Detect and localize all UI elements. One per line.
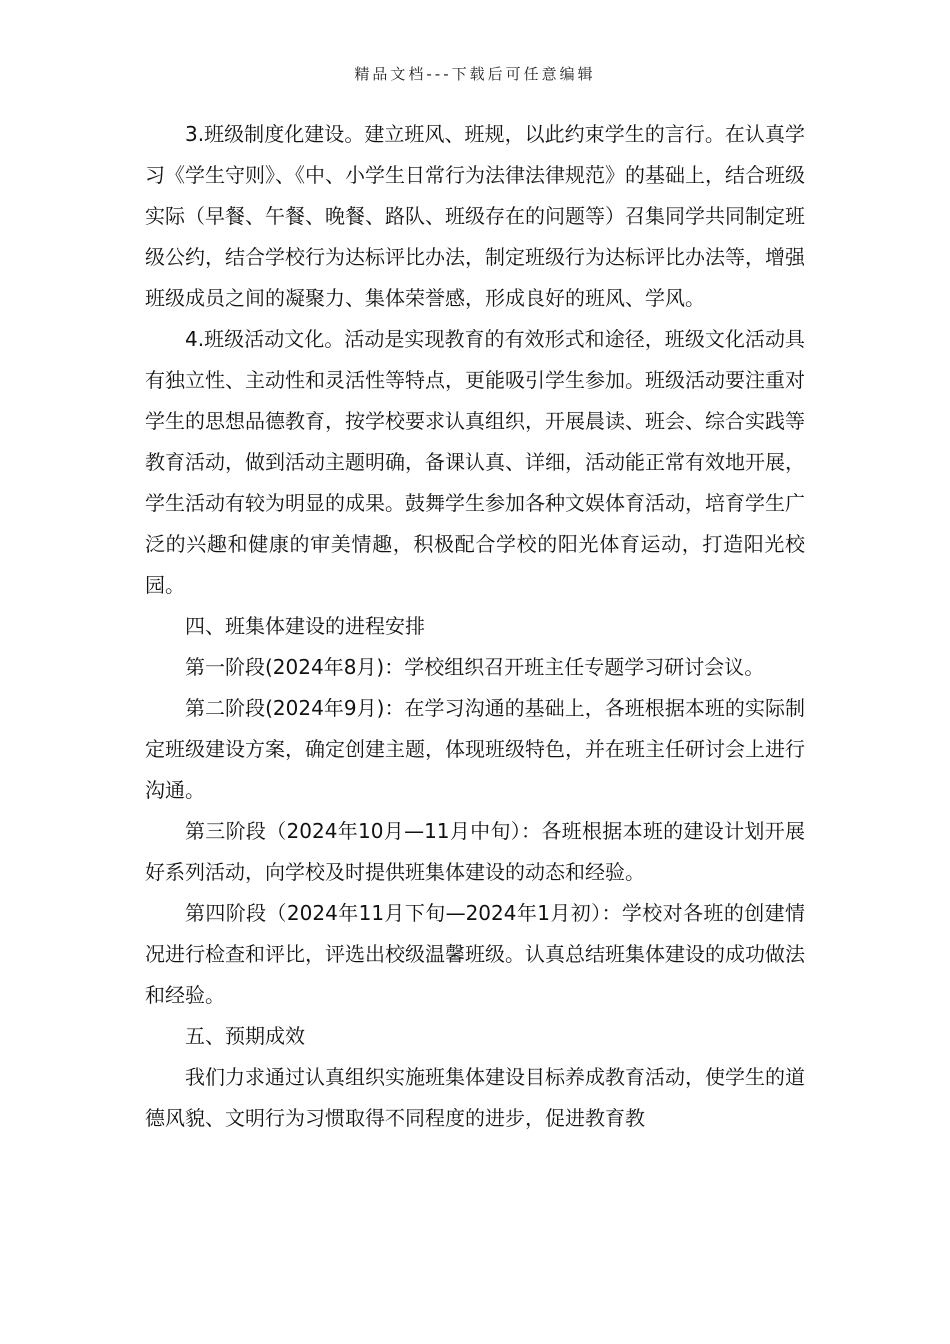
paragraph-stage-3: 第三阶段（2024年10月—11月中旬）：各班根据本班的建设计划开展好系列活动，向学校及时提供班集体建设的动态和经验。 [145,819,805,884]
paragraph-expected-results: 我们力求通过认真组织实施班集体建设目标养成教育活动，使学生的道德风貌、文明行为习惯取得不同程度的进步，促进教育教 [145,1065,805,1130]
paragraph-stage-1: 第一阶段(2024年8月)：学校组织召开班主任专题学习研讨会议。 [185,655,765,679]
section-heading-expected-results: 五、预期成效 [185,1024,305,1048]
document-body [145,114,805,1139]
section-heading-schedule: 四、班集体建设的进程安排 [185,614,425,638]
paragraph-stage-2: 第二阶段(2024年9月)：在学习沟通的基础上，各班根据本班的实际制定班级建设方案，确定创建主题，体现班级特色，并在班主任研讨会上进行沟通。 [145,696,805,802]
page-header: 精品文档---下载后可任意编辑 [354,65,596,83]
paragraph-class-system: 3.班级制度化建设。建立班风、班规，以此约束学生的言行。在认真学习《学生守则》、《中、小学生日常行为法律法律规范》的基础上，结合班级实际（早餐、午餐、晚餐、路队、班级存在的问题等）召集同学共同制定班级公约，结合学校行为达标评比办法，制定班级行为达标评比办法等，增强班级成员之间的凝聚力、集体荣誉感，形成良好的班风、学风。 [145,122,805,310]
paragraph-stage-4: 第四阶段（2024年11月下旬—2024年1月初）：学校对各班的创建情况进行检查和评比，评选出校级温馨班级。认真总结班集体建设的成功做法和经验。 [145,901,805,1007]
paragraph-class-activity: 4.班级活动文化。活动是实现教育的有效形式和途径，班级文化活动具有独立性、主动性和灵活性等特点，更能吸引学生参加。班级活动要注重对学生的思想品德教育，按学校要求认真组织，开展晨读、班会、综合实践等教育活动，做到活动主题明确，备课认真、详细，活动能正常有效地开展，学生活动有较为明显的成果。鼓舞学生参加各种文娱体育活动，培育学生广泛的兴趣和健康的审美情趣，积极配合学校的阳光体育运动，打造阳光校园。 [145,327,805,597]
